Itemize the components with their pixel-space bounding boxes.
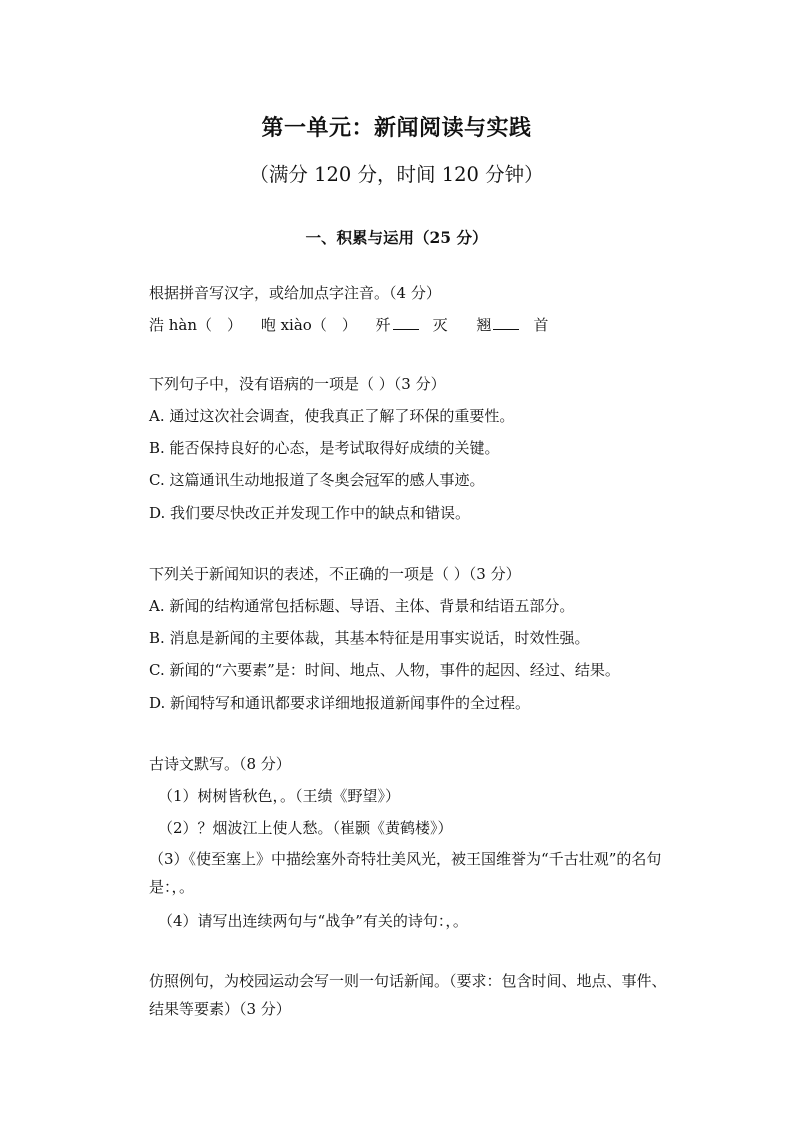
- question-1-items: [149, 315, 562, 335]
- question-1-prompt: 根据拼音写汉字，或给加点字注音。（4 分）: [149, 284, 441, 302]
- recitation-item-3-text: （3）《使至塞上》中描绘塞外奇特壮美风光，被王国维誉为“千古壮观”的名句是：，。: [149, 850, 662, 896]
- option-a: A. 新闻的结构通常包括标题、导语、主体、背景和结语五部分。: [149, 597, 575, 615]
- option-c: C. 这篇通讯生动地报道了冬奥会冠军的感人事迹。: [149, 471, 485, 489]
- pinyin-item: 浩 hàn（ ）: [149, 316, 243, 334]
- answer-blank[interactable]: [393, 315, 419, 330]
- recitation-item-2: （2）？烟波江上使人愁。（崔颢《黄鹤楼》）: [158, 819, 453, 837]
- word-suffix: 灭: [432, 316, 448, 334]
- option-a: A. 通过这次社会调查，使我真正了解了环保的重要性。: [149, 407, 515, 425]
- pinyin-item: 咆 xiào（ ）: [260, 316, 357, 334]
- page-subtitle: （满分 120 分，时间 120 分钟）: [249, 163, 544, 186]
- option-c: C. 新闻的“六要素”是：时间、地点、人物，事件的起因、经过、结果。: [149, 661, 620, 679]
- word-prefix: 翘: [476, 316, 492, 334]
- recitation-item-4: （4）请写出连续两句与“战争”有关的诗句：，。: [158, 912, 468, 930]
- option-b: B. 消息是新闻的主要体裁，其基本特征是用事实说话，时效性强。: [149, 629, 590, 647]
- word-suffix: 首: [533, 316, 549, 334]
- question-2-prompt: 下列句子中，没有语病的一项是（ ）（3 分）: [149, 375, 446, 393]
- question-5-text: 仿照例句，为校园运动会写一则一句话新闻。（要求：包含时间、地点、事件、结果等要素）（3 分）: [149, 972, 667, 1018]
- option-d: D. 我们要尽快改正并发现工作中的缺点和错误。: [149, 504, 471, 522]
- page-title: 第一单元：新闻阅读与实践: [261, 115, 532, 141]
- option-b: B. 能否保持良好的心态，是考试取得好成绩的关键。: [149, 439, 500, 457]
- recitation-item-1: （1）树树皆秋色，。（王绩《野望》）: [158, 787, 401, 805]
- word-prefix: 歼: [375, 316, 391, 334]
- option-d: D. 新闻特写和通讯都要求详细地报道新闻事件的全过程。: [149, 694, 531, 712]
- answer-blank[interactable]: [493, 315, 519, 330]
- recitation-item-3: [121, 845, 677, 901]
- question-3-prompt: 下列关于新闻知识的表述，不正确的一项是（ ）（3 分）: [149, 565, 521, 583]
- question-4-prompt: 古诗文默写。（8 分）: [149, 755, 291, 773]
- question-5-prompt: [121, 967, 677, 1023]
- section-heading: 一、积累与运用（25 分）: [305, 228, 488, 247]
